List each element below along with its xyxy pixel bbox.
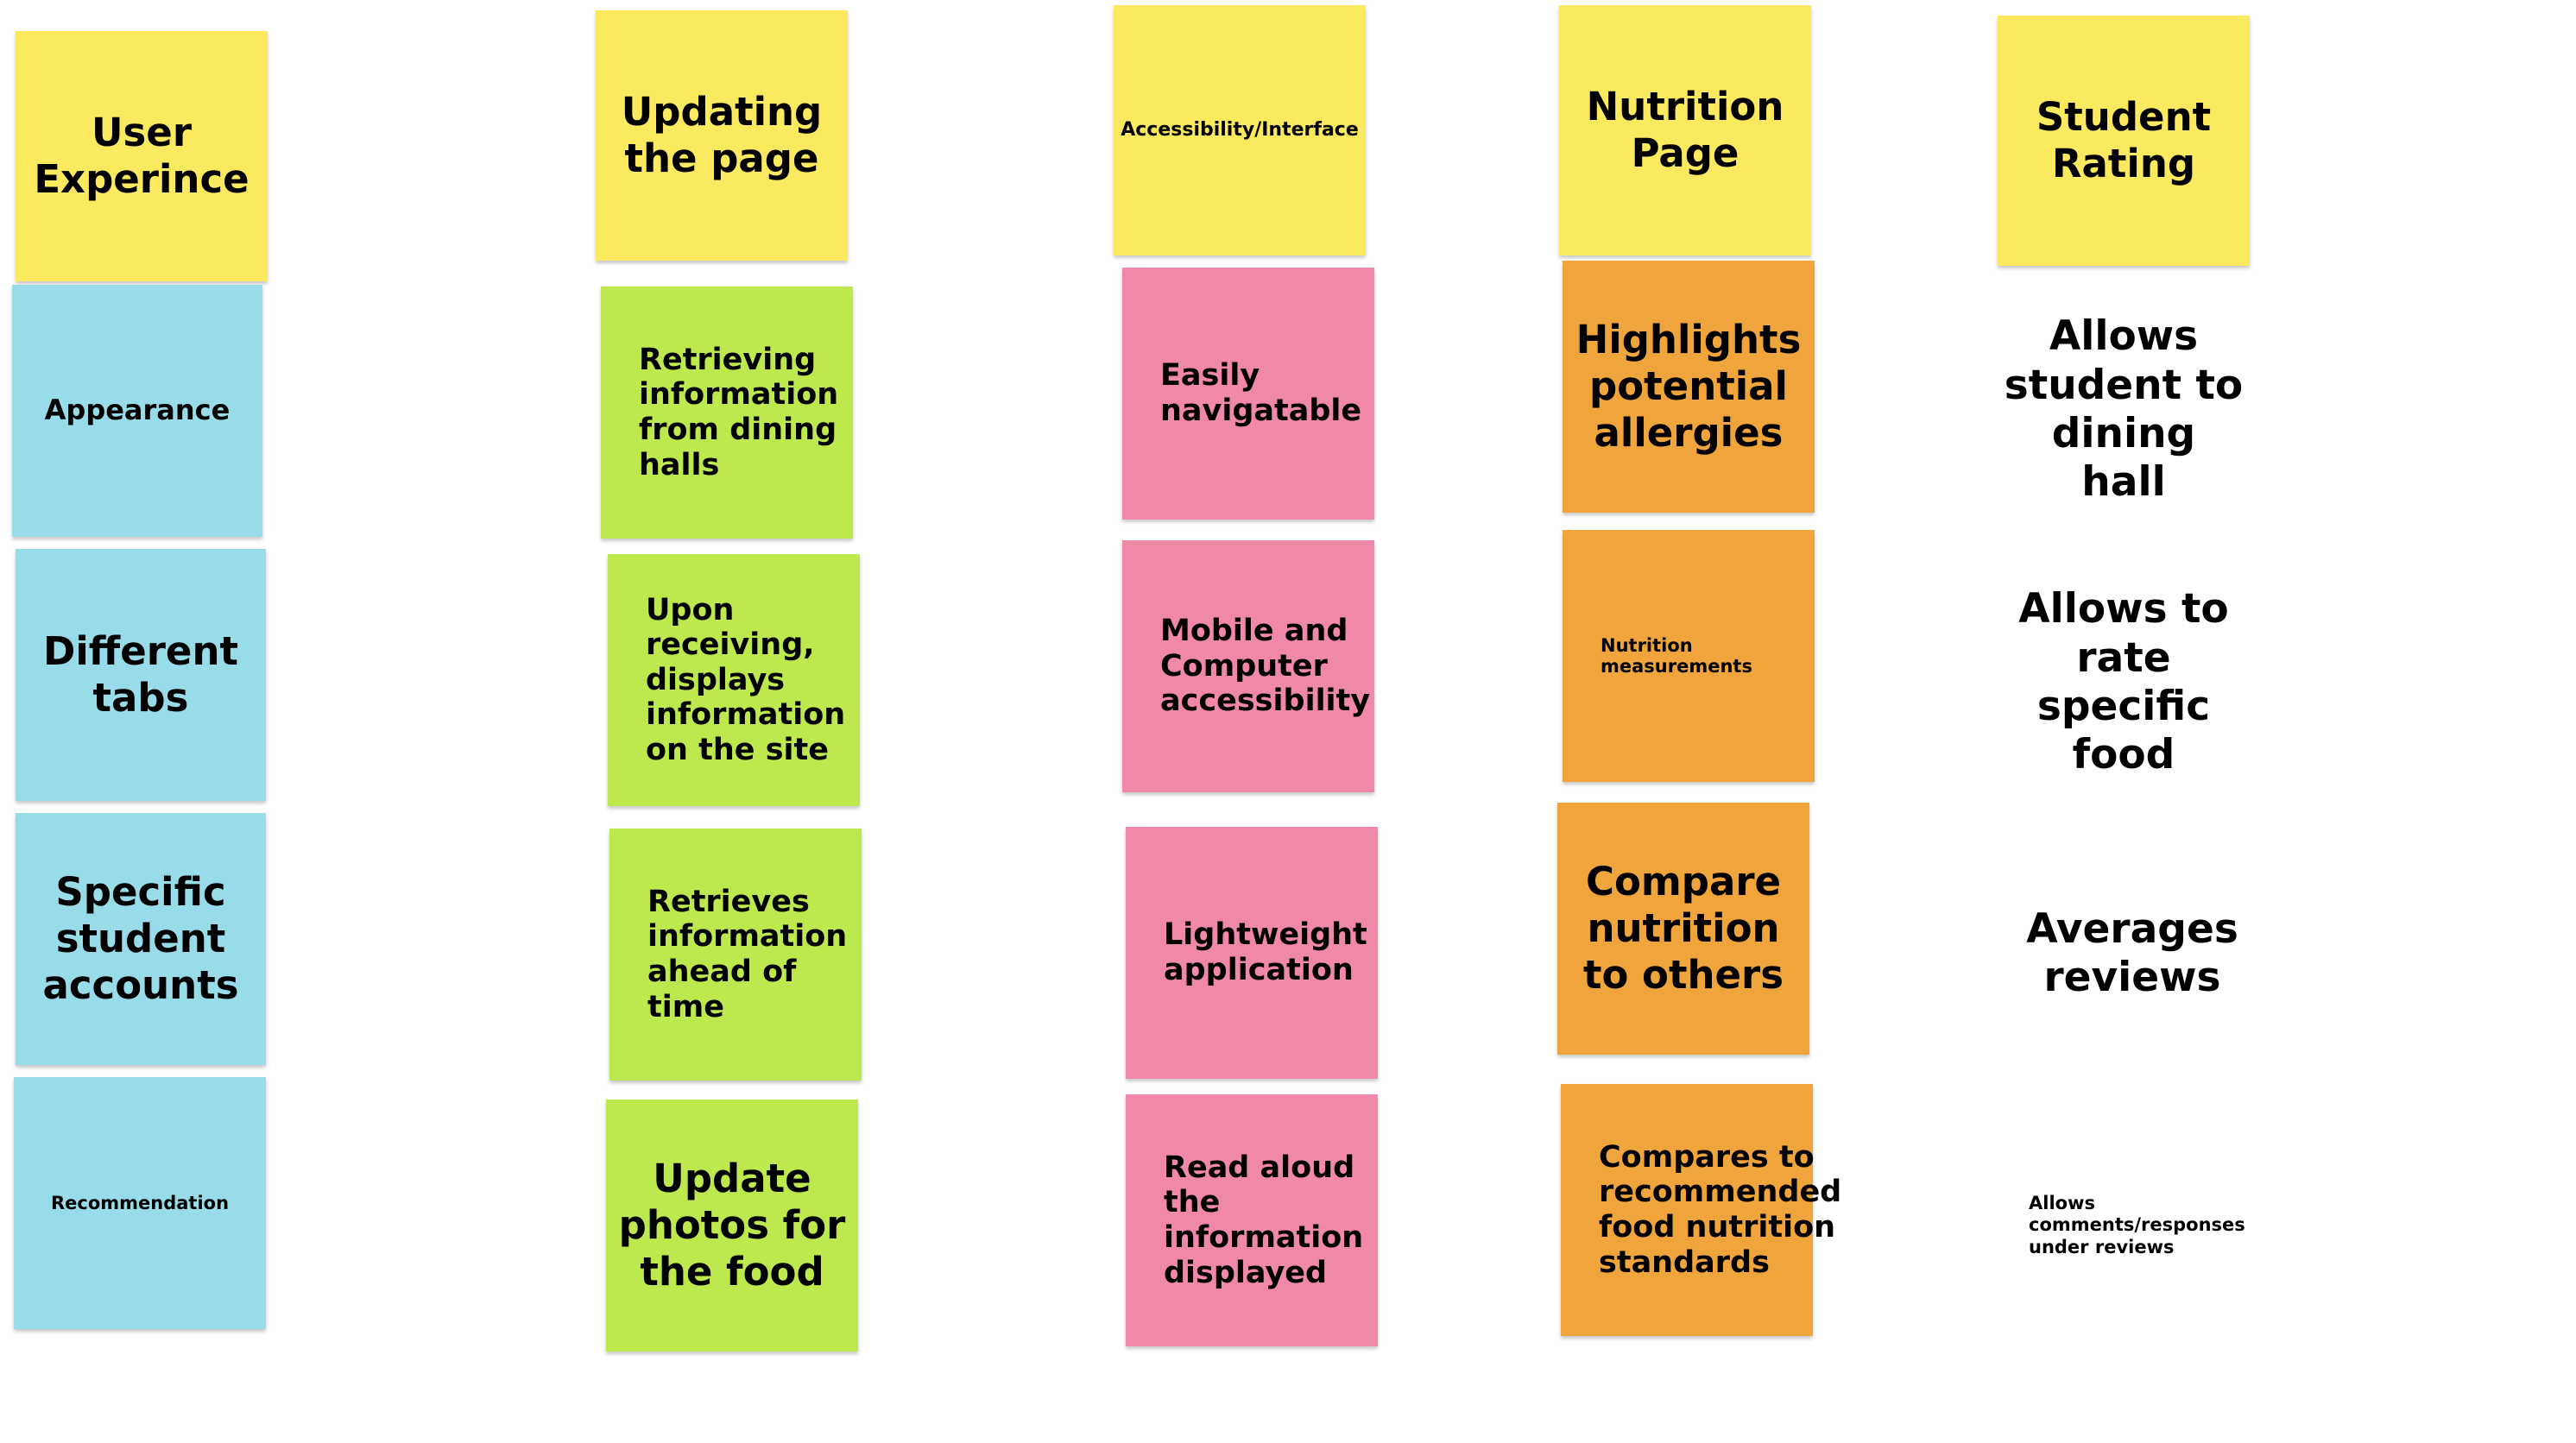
note-appearance[interactable]: Appearance	[12, 285, 262, 537]
note-compares-recommended[interactable]: Compares to recommended food nutrition standards	[1561, 1084, 1813, 1336]
note-specific-student-accounts[interactable]: Specific student accounts	[16, 813, 266, 1065]
note-read-aloud[interactable]: Read aloud the information displayed	[1126, 1094, 1378, 1346]
note-retrieving-information[interactable]: Retrieving information from dining halls	[601, 287, 853, 539]
text-allows-comments[interactable]: Allows comments/responses under reviews	[2029, 1192, 2245, 1257]
note-compare-nutrition[interactable]: Compare nutrition to others	[1557, 803, 1809, 1055]
text-averages-reviews[interactable]: Averages reviews	[2026, 904, 2238, 1001]
note-recommendation[interactable]: Recommendation	[14, 1077, 266, 1329]
header-student-rating[interactable]: Student Rating	[1998, 16, 2250, 266]
header-user-experince[interactable]: User Experince	[16, 31, 268, 281]
note-update-photos[interactable]: Update photos for the food	[606, 1100, 858, 1352]
header-accessibility-interface[interactable]: Accessibility/Interface	[1114, 5, 1366, 255]
note-different-tabs[interactable]: Different tabs	[16, 549, 266, 801]
note-upon-receiving[interactable]: Upon receiving, displays information on the site	[608, 554, 860, 806]
text-allows-student-to-dining-hall[interactable]: Allows student to dining hall	[2004, 312, 2244, 507]
header-nutrition-page[interactable]: Nutrition Page	[1559, 5, 1811, 255]
note-highlights-allergies[interactable]: Highlights potential allergies	[1563, 261, 1815, 513]
note-lightweight-application[interactable]: Lightweight application	[1126, 827, 1378, 1079]
note-retrieves-ahead-of-time[interactable]: Retrieves information ahead of time	[609, 829, 862, 1081]
note-nutrition-measurements[interactable]: Nutrition measurements	[1563, 530, 1815, 782]
text-allows-to-rate-specific-food[interactable]: Allows to rate specific food	[2018, 585, 2229, 779]
note-mobile-computer-accessibility[interactable]: Mobile and Computer accessibility	[1122, 540, 1374, 792]
note-easily-navigatable[interactable]: Easily navigatable	[1122, 268, 1374, 520]
header-updating-the-page[interactable]: Updating the page	[596, 10, 848, 261]
